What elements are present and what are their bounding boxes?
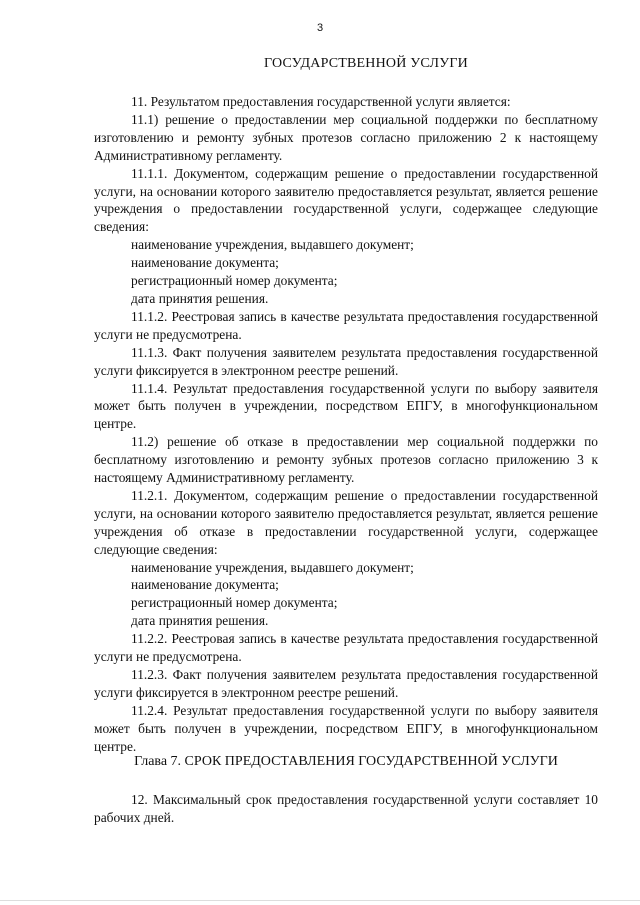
final-text — [94, 791, 598, 827]
paragraph: 12. Максимальный срок предоставления государственной услуги составляет 10 рабочих дней. — [94, 792, 598, 825]
paragraph: 11.1.2. Реестровая запись в качестве результата предоставления государственной услуги не предусмотрена. — [94, 308, 598, 342]
list-item: регистрационный номер документа; — [131, 273, 338, 289]
paragraph: 11.1) решение о предоставлении мер социальной поддержки по бесплатному изготовлению и ремонту зубных протезов согласно приложению 2 к настоящему Административному регламенту. — [94, 111, 598, 163]
list-item: дата принятия решения. — [131, 613, 269, 629]
list-item: наименование документа; — [131, 577, 279, 593]
paragraph: 11.2.3. Факт получения заявителем результата предоставления государственной услуги фиксируется в электронном реестре решений. — [94, 667, 598, 700]
paragraph: 11.2) решение об отказе в предоставлении мер социальной поддержки по бесплатному изготовлению и ремонту зубных протезов согласно приложению 3 к настоящему Административному регламенту. — [94, 434, 598, 486]
list-item: регистрационный номер документа; — [131, 595, 338, 611]
list-item: наименование документа; — [131, 255, 279, 271]
list-item: дата принятия решения. — [131, 290, 269, 306]
paragraph: 11.1.4. Результат предоставления государственной услуги по выбору заявителя может быть получен в учреждении, посредством ЕПГУ, в многофункциональном центре. — [94, 380, 598, 432]
body-text — [94, 93, 598, 756]
page-number: 3 — [316, 22, 324, 34]
page-edge-line — [0, 900, 640, 901]
paragraph: 11.2.4. Результат предоставления государственной услуги по выбору заявителя может быть получен в учреждении, посредством ЕПГУ, в многофункциональном центре. — [94, 702, 598, 754]
chapter-heading: Глава 7. СРОК ПРЕДОСТАВЛЕНИЯ ГОСУДАРСТВЕННОЙ УСЛУГИ — [134, 754, 558, 769]
section-title: ГОСУДАРСТВЕННОЙ УСЛУГИ — [264, 56, 468, 71]
list-item: наименование учреждения, выдавшего документ; — [131, 237, 414, 253]
paragraph: 11.2.1. Документом, содержащим решение о предоставлении государственной услуги, на основании которого заявителю предоставляется результат, является решение учреждения об отказе в предоставлении государственной услуги, содержащее следующие сведения: — [94, 487, 598, 557]
paragraph: 11.2.2. Реестровая запись в качестве результата предоставления государственной услуги не предусмотрена. — [94, 631, 598, 665]
paragraph: 11.1.1. Документом, содержащим решение о предоставлении государственной услуги, на основании которого заявителю предоставляется результат, является решение учреждения о предоставлении государственной услуги, содержащее следующие сведения: — [94, 165, 598, 235]
list-item: наименование учреждения, выдавшего документ; — [131, 559, 414, 575]
paragraph: 11. Результатом предоставления государственной услуги является: — [131, 94, 511, 109]
paragraph: 11.1.3. Факт получения заявителем результата предоставления государственной услуги фиксируется в электронном реестре решений. — [94, 344, 598, 378]
